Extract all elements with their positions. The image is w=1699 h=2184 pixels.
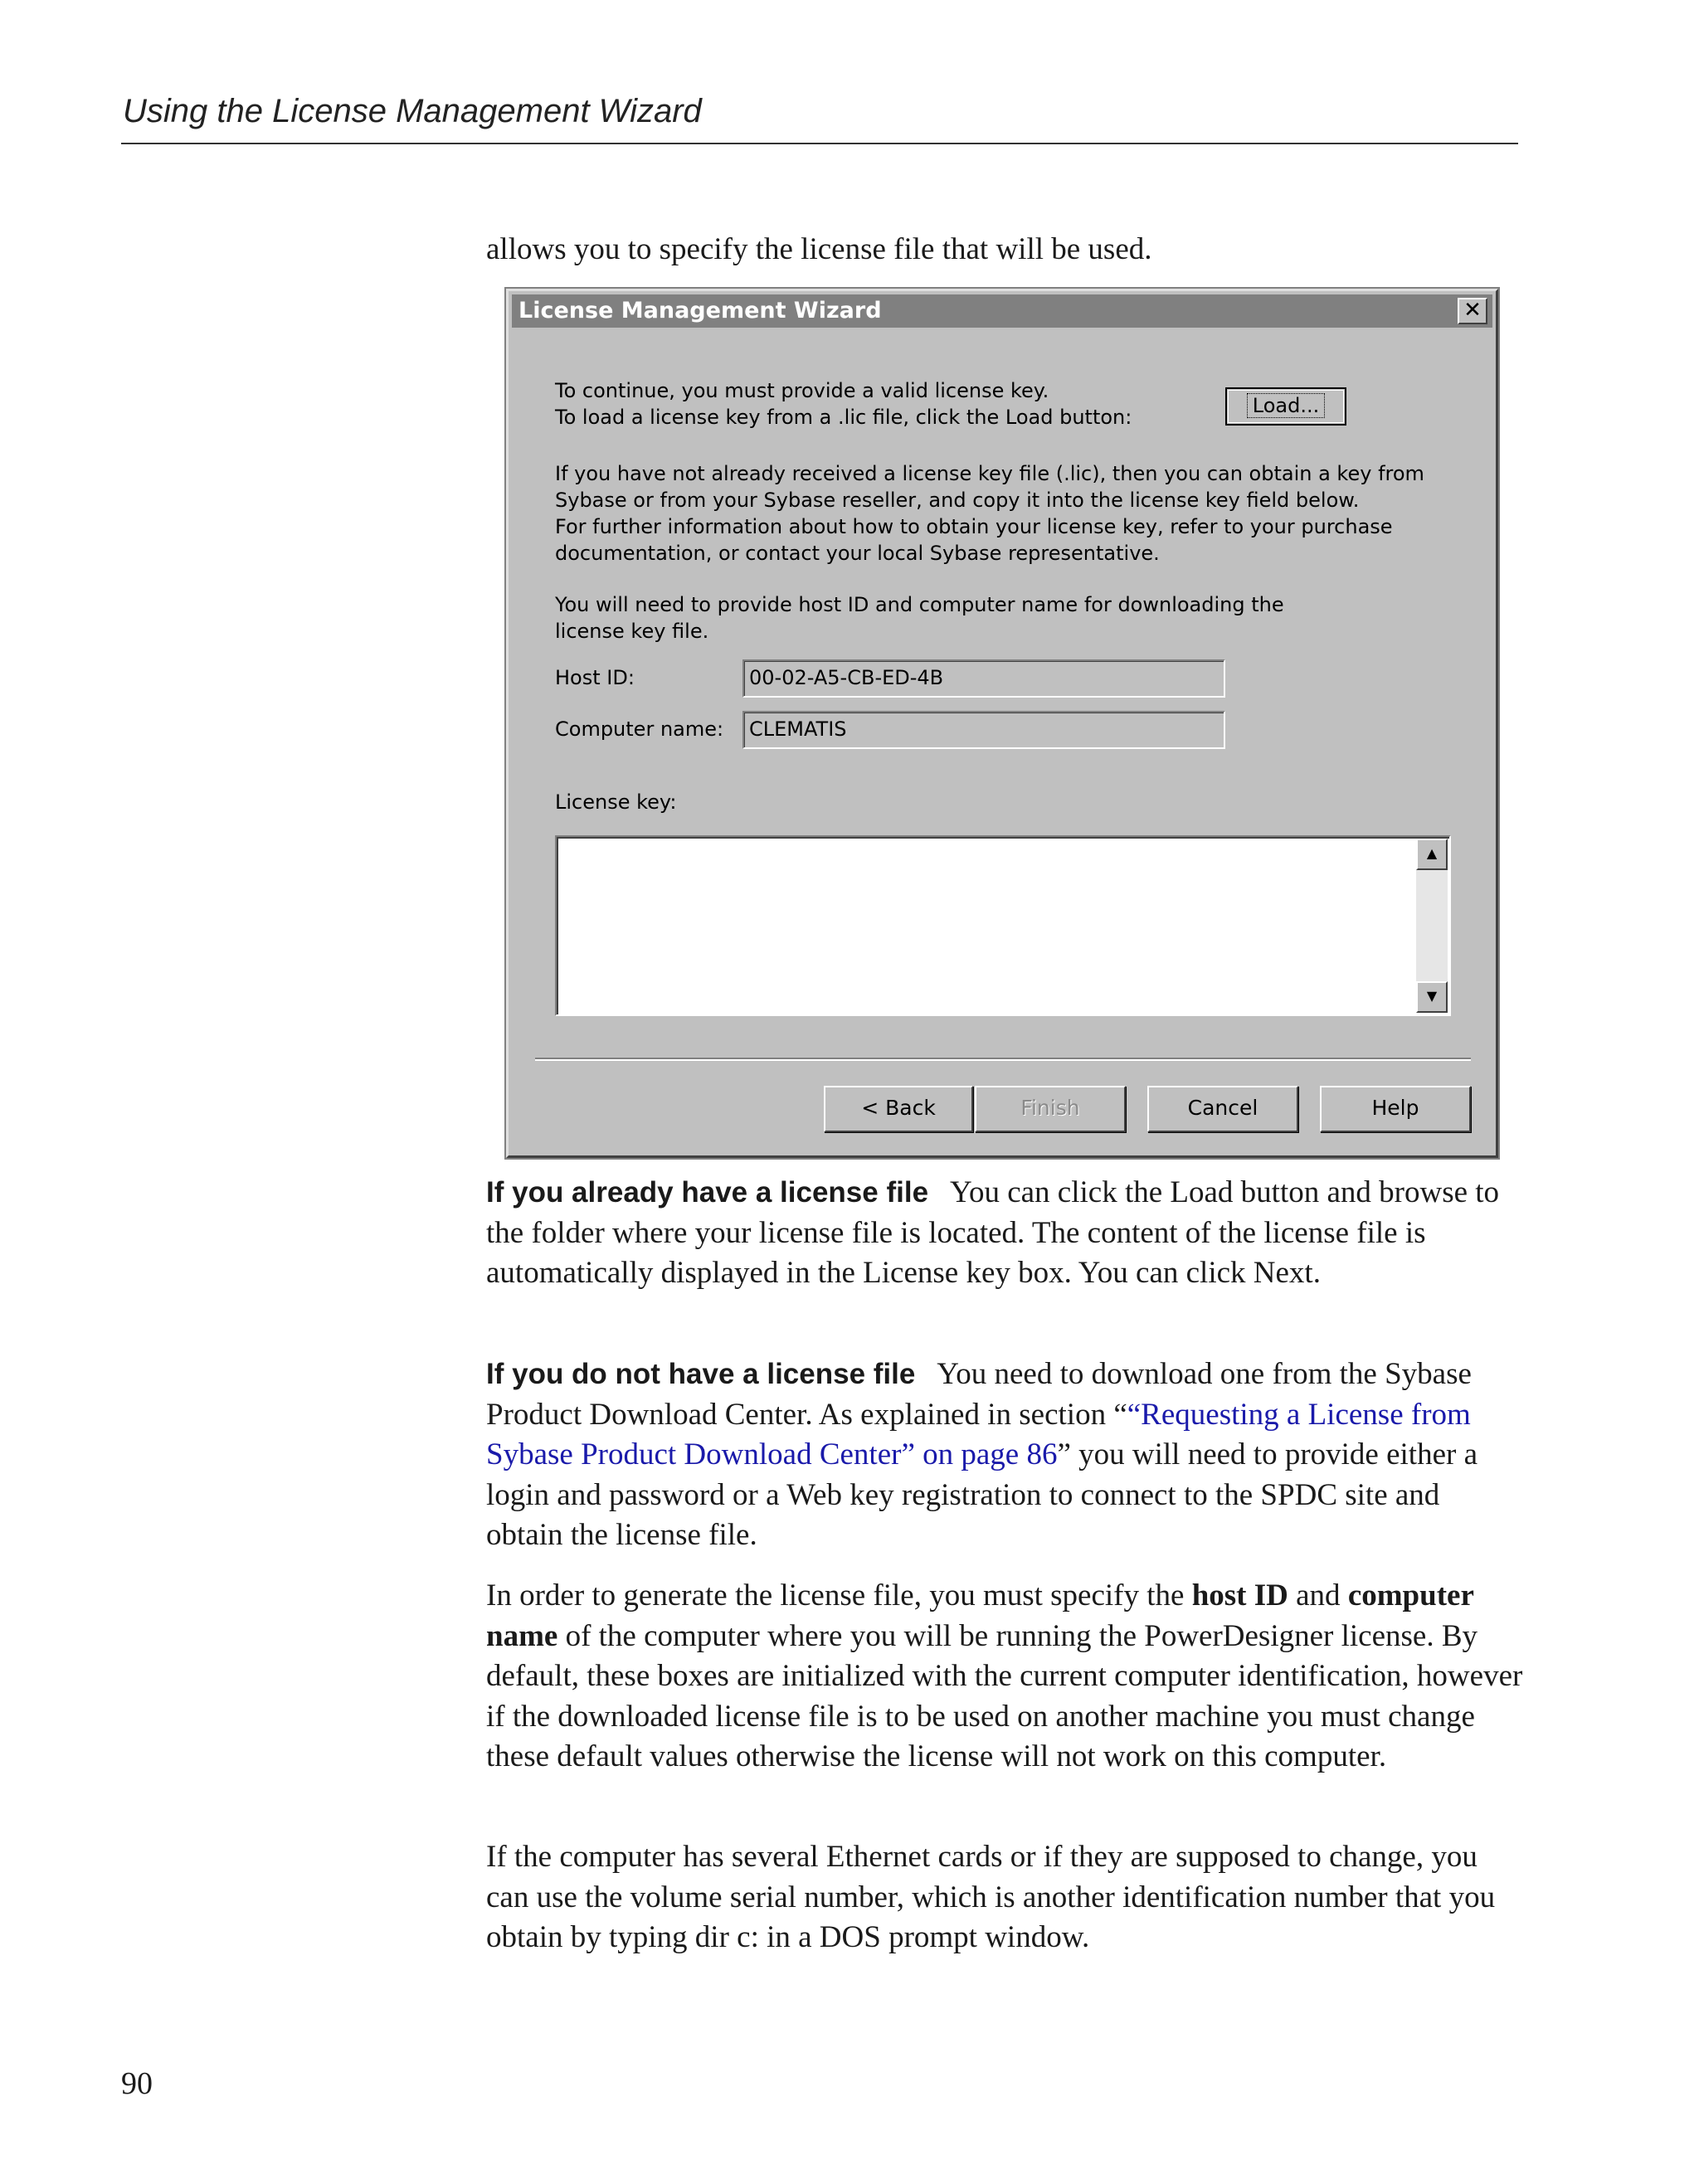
running-header: Using the License Management Wizard (123, 93, 702, 129)
paragraph-host-id (486, 1576, 1523, 1778)
scroll-down-icon[interactable]: ▼ (1416, 981, 1448, 1013)
runin-have-license: If you already have a license file (486, 1176, 929, 1209)
button-divider (535, 1058, 1471, 1061)
license-wizard-dialog (506, 289, 1498, 1158)
back-button[interactable]: < Back (824, 1086, 973, 1132)
help-button[interactable]: Help (1320, 1086, 1471, 1132)
p3-text-2: and (1288, 1578, 1348, 1612)
runin-no-license: If you do not have a license file (486, 1358, 916, 1390)
license-key-scrollbar[interactable] (1416, 839, 1448, 1013)
host-id-field[interactable]: 00-02-A5-CB-ED-4B (742, 659, 1225, 698)
host-note-line-1: You will need to provide host ID and computer name for downloading the (555, 593, 1284, 616)
info-line-2: Sybase or from your Sybase reseller, and copy it into the license key field below. (555, 489, 1360, 512)
instructions-line-1: To continue, you must provide a valid license key. (555, 379, 1049, 402)
paragraph-have-license (486, 1173, 1523, 1294)
license-key-label: License key: (555, 790, 677, 814)
info-line-1: If you have not already received a license key file (.lic), then you can obtain a key from (555, 462, 1424, 485)
p3-text-3: of the computer where you will be running the PowerDesigner license. By default, these boxes are initialized with the current computer identification, however if the downloaded license file is to be used on another machine you must change these default values otherwise the license will not work on this computer. (486, 1618, 1523, 1773)
finish-button[interactable]: Finish (975, 1086, 1126, 1132)
dialog-titlebar (512, 294, 1492, 328)
intro-text: allows you to specify the license file that will be used. (486, 232, 1152, 266)
host-id-term: host ID (1191, 1578, 1288, 1612)
p3-text-1: In order to generate the license file, you must specify the (486, 1578, 1192, 1612)
paragraph-no-license-text-end: ” you will need to provide either a login and password or a Web key registration to connect to the SPDC site and obtain the license file. (486, 1437, 1477, 1552)
info-line-3: For further information about how to obtain your license key, refer to your purchase (555, 515, 1393, 538)
cancel-button[interactable]: Cancel (1147, 1086, 1298, 1132)
close-icon[interactable]: ✕ (1458, 298, 1487, 324)
cross-reference-link[interactable]: “Requesting a License from Sybase Product Download Center” on page 86 (486, 1397, 1471, 1471)
info-line-4: documentation, or contact your local Sybase representative. (555, 542, 1160, 565)
load-button[interactable] (1225, 387, 1346, 426)
paragraph-no-license (486, 1355, 1523, 1556)
header-rule (121, 143, 1518, 144)
host-note-line-2: license key file. (555, 620, 709, 643)
page-number: 90 (121, 2066, 153, 2101)
license-key-textarea[interactable] (555, 835, 1451, 1016)
scroll-up-icon[interactable]: ▲ (1416, 839, 1448, 870)
paragraph-ethernet (486, 1837, 1523, 1958)
instructions-line-2: To load a license key from a .lic file, click the Load button: (555, 406, 1132, 429)
dialog-title: License Management Wizard (518, 298, 882, 323)
computer-name-label: Computer name: (555, 717, 724, 741)
p4-text: If the computer has several Ethernet cards or if they are supposed to change, you can use the volume serial number, which is another identification number that you obtain by typing dir c: in a DOS prompt window. (486, 1840, 1496, 1954)
paragraph-no-license-text: You need to download one from the Sybase Product Download Center. As explained in section “ (486, 1357, 1472, 1432)
paragraph-have-license-text: You can click the Load button and browse to the folder where your license file is located. The content of the license file is automatically displayed in the License key box. You can click Next. (486, 1175, 1500, 1290)
computer-name-term: computer name (486, 1578, 1474, 1653)
host-id-label: Host ID: (555, 666, 635, 689)
computer-name-field[interactable]: CLEMATIS (742, 711, 1225, 749)
load-button-label: Load... (1247, 393, 1325, 418)
